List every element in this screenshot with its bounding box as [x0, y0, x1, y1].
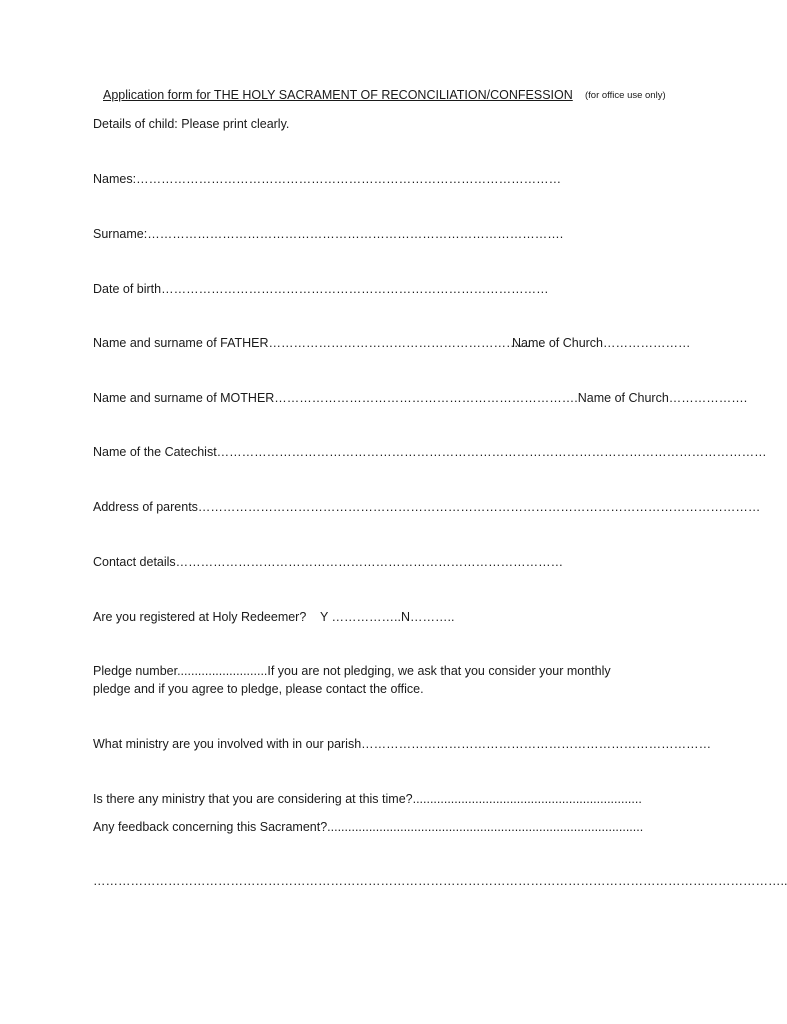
form-title: Application form for THE HOLY SACRAMENT OF RECONCILIATION/CONFESSION [103, 88, 573, 102]
office-use-note: (for office use only) [585, 90, 666, 101]
surname-field: Surname:………………………………………………………………………………………. [93, 227, 564, 241]
pledge-text-line2: pledge and if you agree to pledge, please contact the office. [93, 682, 424, 696]
father-church-field: Name of Church………………… [512, 336, 691, 350]
father-name-field: Name and surname of FATHER………………………………………………………… [93, 336, 544, 350]
address-field: Address of parents……………………………………………………………………………………………………………………… [93, 500, 761, 514]
date-of-birth-field: Date of birth………………………………………………………………………………… [93, 282, 549, 296]
registered-question: Are you registered at Holy Redeemer? Y ……………..N……….. [93, 610, 455, 624]
catechist-field: Name of the Catechist…………………………………………………………………………………………………………………… [93, 445, 767, 459]
intro-text: Details of child: Please print clearly. [93, 117, 290, 131]
names-field: Names:………………………………………………………………………………………… [93, 172, 562, 186]
feedback-field: Any feedback concerning this Sacrament?........................................................................................... [93, 820, 644, 834]
pledge-text-line1: Pledge number..........................If you are not pledging, we ask that you consider your monthly [93, 664, 611, 678]
contact-details-field: Contact details………………………………………………………………………………… [93, 555, 564, 569]
ministry-field: What ministry are you involved with in our parish………………………………………………………………………… [93, 737, 712, 751]
mother-name-field: Name and surname of MOTHER……………………………………………………………….Name of Church………………. [93, 391, 748, 405]
feedback-blank-line: ………………………………………………………………………………………………………………………………………………….. [93, 874, 787, 888]
considering-ministry-field: Is there any ministry that you are considering at this time?.................................................................. [93, 792, 642, 806]
